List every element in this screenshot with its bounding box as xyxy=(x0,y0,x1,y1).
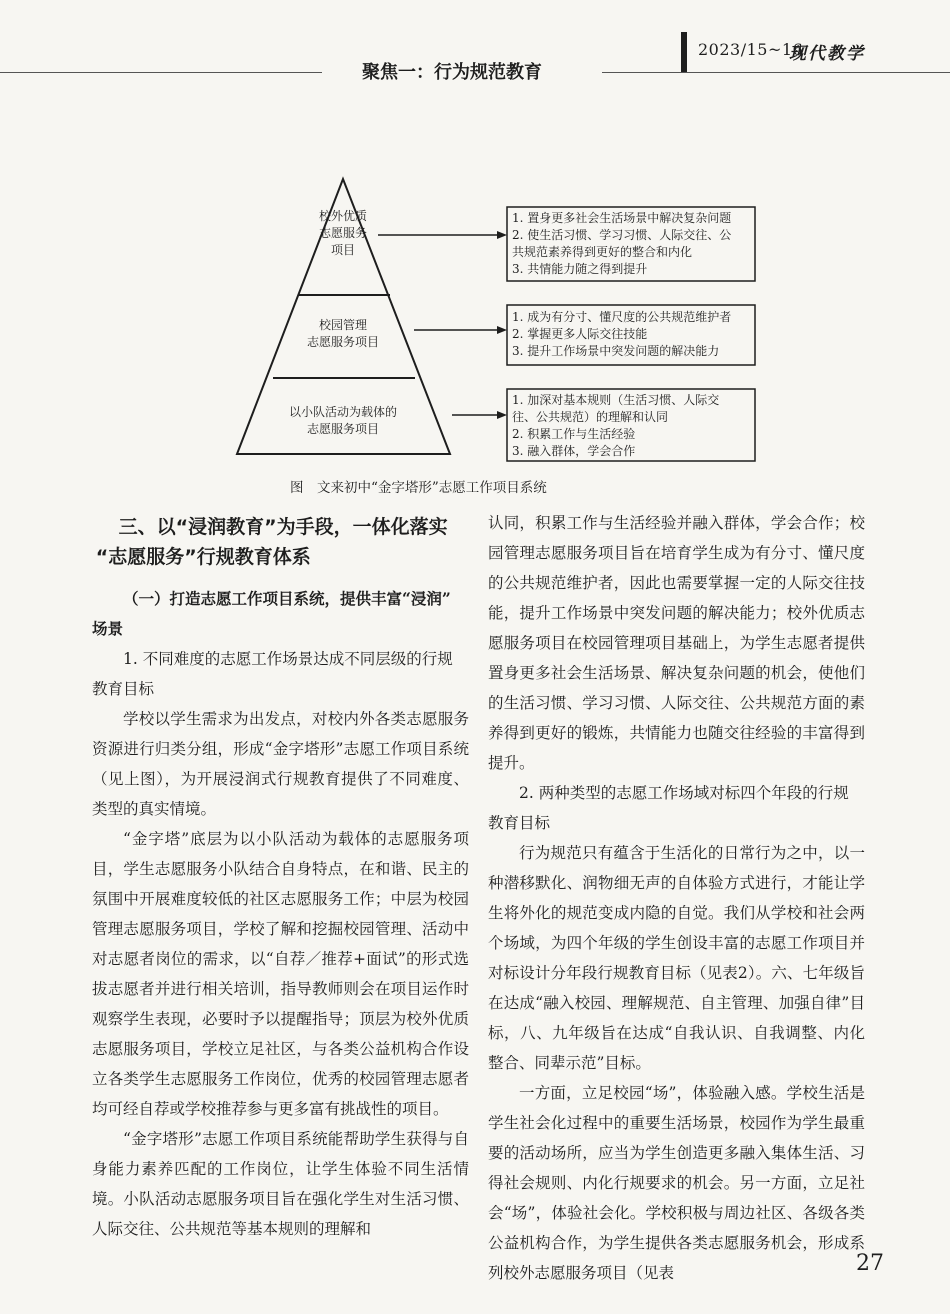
pyramid-top-label-2: 志愿服务 xyxy=(318,226,367,240)
figure-caption: 图 文来初中“金字塔形”志愿工作项目系统 xyxy=(290,480,547,496)
pyramid-bottom-label-1: 以小队活动为载体的 xyxy=(288,405,397,419)
header-rule-right xyxy=(602,72,950,73)
right-paragraph-1: 认同，积累工作与生活经验并融入群体，学会合作；校园管理志愿服务项目旨在培育学生成为有分寸、懂尺度的公共规范维护者，因此也需要掌握一定的人际交往技能，提升工作场景中突发问题的解决能力；校外优质志愿服务项目在校园管理项目基础上，为学生志愿者提供置身更多社会生活场景、解决复杂问题的机会，使他们的生活习惯、学习习惯、人际交往、公共规范方面的素养得到更好的锻炼，共情能力也随交往经验的丰富得到提升。 xyxy=(488,514,865,772)
left-paragraph-2: “金字塔”底层为以小队活动为载体的志愿服务项目，学生志愿服务小队结合自身特点，在和谐、民主的氛围中开展难度较低的社区志愿服务工作；中层为校园管理志愿服务项目，学校了解和挖掘校园管理、活动中对志愿者岗位的需求，以“自荐／推荐+面试”的形式选拔志愿者并进行相关培训，指导教师则会在项目运作时观察学生表现，必要时予以提醒指导；顶层为校外优质志愿服务项目，学校立足社区，与各类公益机构合作设立各类学生志愿服务工作岗位，优秀的校园管理志愿者均可经自荐或学校推荐参与更多富有挑战性的项目。 xyxy=(92,830,469,1118)
magazine-title: 现代教学 xyxy=(789,44,865,64)
subheading-3-line-1: 2. 两种类型的志愿工作场域对标四个年段的行规 xyxy=(519,784,849,802)
outcome-bottom-item-1b: 往、公共规范）的理解和认同 xyxy=(512,410,669,424)
subheading-2-line-2: 教育目标 xyxy=(92,680,155,698)
outcome-bottom-item-2: 2. 积累工作与生活经验 xyxy=(512,427,636,441)
left-column xyxy=(92,512,469,1244)
pyramid-top-label-1: 校外优质 xyxy=(318,209,367,223)
right-paragraph-2: 行为规范只有蕴含于生活化的日常行为之中，以一种潜移默化、润物细无声的自体验方式进行，才能让学生将外化的规范变成内隐的自觉。我们从学校和社会两个场域，为四个年级的学生创设丰富的志愿工作项目并对标设计分年段行规教育目标（见表2）。六、七年级旨在达成“融入校园、理解规范、自主管理、加强自律”目标，八、九年级旨在达成“自我认识、自我调整、内化整合、同辈示范”目标。 xyxy=(488,844,865,1072)
page-number: 27 xyxy=(856,1251,884,1276)
outcome-top-item-2: 2. 使生活习惯、学习习惯、人际交往、公 xyxy=(512,228,732,242)
arrowhead-middle xyxy=(497,326,507,334)
section-title: 聚焦一：行为规范教育 xyxy=(362,62,542,83)
left-paragraph-1: 学校以学生需求为出发点，对校内外各类志愿服务资源进行归类分组，形成“金字塔形”志愿工作项目系统（见上图），为开展浸润式行规教育提供了不同难度、类型的真实情境。 xyxy=(92,710,469,818)
outcome-middle-item-2: 2. 掌握更多人际交往技能 xyxy=(512,327,648,341)
right-column xyxy=(488,508,865,1288)
left-paragraph-3: “金字塔形”志愿工作项目系统能帮助学生获得与自身能力素养匹配的工作岗位，让学生体验不同生活情境。小队活动志愿服务项目旨在强化学生对生活习惯、人际交往、公共规范等基本规则的理解和 xyxy=(92,1130,469,1238)
subheading-1-line-2: 场景 xyxy=(92,619,124,638)
subheading-2-line-1: 1. 不同难度的志愿工作场景达成不同层级的行规 xyxy=(123,650,453,668)
section-heading-line-2: “志愿服务”行规教育体系 xyxy=(95,546,311,568)
section-heading-line-1: 三、以“浸润教育”为手段，一体化落实 xyxy=(118,516,448,538)
outcome-bottom-item-1: 1. 加深对基本规则（生活习惯、人际交 xyxy=(512,393,720,407)
outcome-bottom-item-3: 3. 融入群体，学会合作 xyxy=(512,444,636,458)
outcome-top-item-1: 1. 置身更多社会生活场景中解决复杂问题 xyxy=(512,211,732,225)
outcome-top-item-3: 3. 共情能力随之得到提升 xyxy=(512,262,648,276)
subheading-3-line-2: 教育目标 xyxy=(488,814,551,832)
pyramid-middle-label-1: 校园管理 xyxy=(318,318,367,332)
outcome-middle-item-1: 1. 成为有分寸、懂尺度的公共规范维护者 xyxy=(512,310,732,324)
outcome-middle-item-3: 3. 提升工作场景中突发问题的解决能力 xyxy=(512,344,720,358)
pyramid-top-label-3: 项目 xyxy=(330,243,355,257)
pyramid-figure xyxy=(0,170,950,470)
pyramid-bottom-label-2: 志愿服务项目 xyxy=(306,422,379,436)
subheading-1-line-1: （一）打造志愿工作项目系统，提供丰富“浸润” xyxy=(123,589,451,608)
arrowhead-bottom xyxy=(497,411,507,419)
arrowhead-top xyxy=(497,231,507,239)
header-bar xyxy=(681,32,687,72)
header-rule-left xyxy=(0,72,322,73)
pyramid-middle-label-2: 志愿服务项目 xyxy=(306,335,379,349)
issue-number: 2023/15~16 xyxy=(698,40,804,59)
outcome-top-item-2b: 共规范素养得到更好的整合和内化 xyxy=(512,245,693,259)
right-paragraph-3: 一方面，立足校园“场”，体验融入感。学校生活是学生社会化过程中的重要生活场景，校园作为学生最重要的活动场所，应当为学生创造更多融入集体生活、习得社会规则、内化行规要求的机会。另一方面，立足社会“场”，体验社会化。学校积极与周边社区、各级各类公益机构合作，为学生提供各类志愿服务机会，形成系列校外志愿服务项目（见表 xyxy=(488,1084,865,1282)
